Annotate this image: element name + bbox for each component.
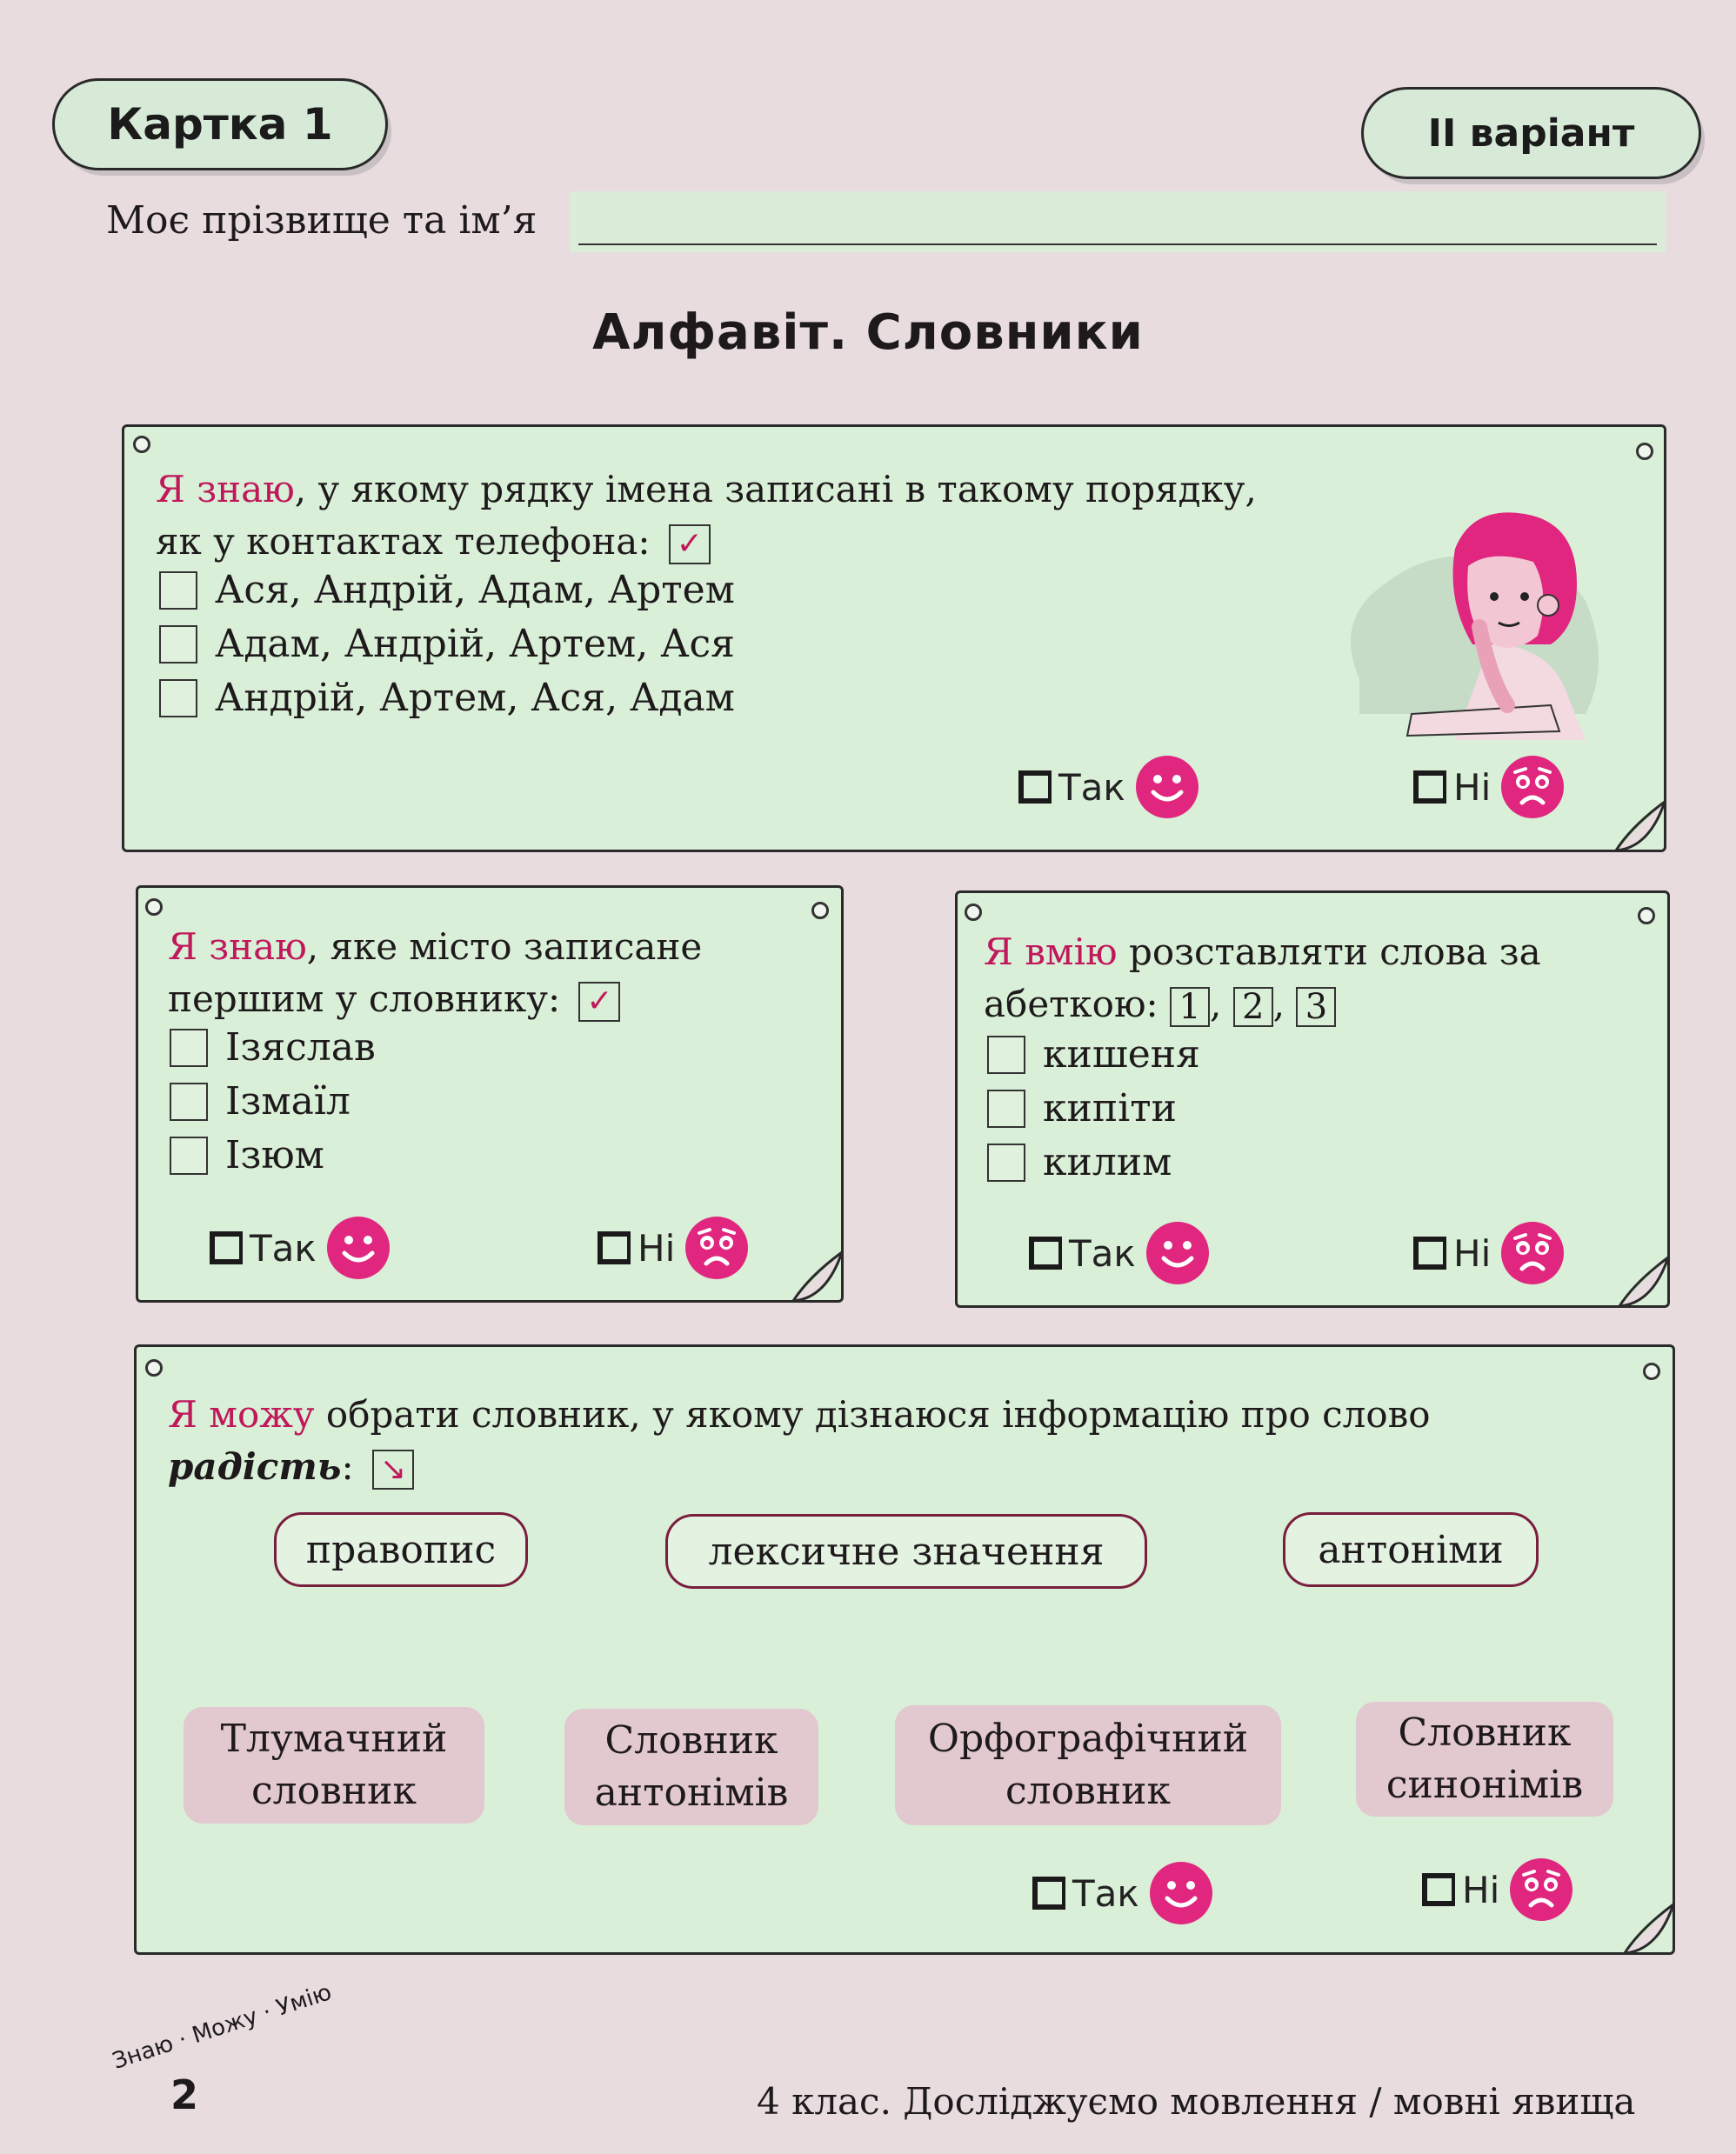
pin-icon (1638, 907, 1655, 924)
card-label (52, 78, 388, 170)
no-checkbox[interactable] (1413, 770, 1446, 804)
task4-question: Я можу обрати словник, у якому дізнаюся інформацію про слово радість: ↘ (168, 1393, 1431, 1488)
rating-no[interactable] (1413, 756, 1564, 818)
dictionary-line1: Орфографічний (927, 1717, 1249, 1761)
yes-checkbox[interactable] (1032, 1877, 1065, 1910)
number-box: 1 (1170, 987, 1210, 1027)
page-curl-icon (791, 1250, 844, 1303)
yes-label: Так (1069, 1231, 1136, 1275)
task2-lead: Я знаю (168, 925, 307, 968)
rating-no[interactable] (1413, 1222, 1564, 1284)
task2-text-line1: , яке місто записане (306, 925, 703, 968)
task4-word: радість (168, 1445, 342, 1488)
yes-label: Так (1058, 765, 1125, 809)
dictionary-line2: словник (250, 1769, 417, 1813)
dictionary-line1: Тлумачний (220, 1717, 448, 1761)
page-number: 2 (170, 2071, 199, 2118)
task4-lead: Я можу (168, 1393, 315, 1436)
pin-icon (1643, 1363, 1660, 1380)
page-curl-icon (1614, 800, 1666, 852)
dictionary-line2: антонімів (594, 1771, 789, 1815)
page-title: Алфавіт. Словники (592, 304, 1144, 361)
pin-icon (811, 902, 829, 919)
no-checkbox[interactable] (598, 1231, 631, 1264)
rating-yes[interactable] (1029, 1222, 1209, 1284)
sad-face-icon (1501, 1222, 1564, 1284)
dictionary-line1: Словник (604, 1718, 778, 1763)
task1-text-line2: як у контактах телефона: (156, 520, 651, 563)
badge-text: Знаю · Можу · Умію (109, 1979, 336, 2075)
page-curl-icon (1623, 1903, 1675, 1955)
checkbox[interactable] (159, 571, 197, 610)
no-checkbox[interactable] (1422, 1873, 1455, 1906)
task2-text-line2: першим у словнику: (168, 977, 561, 1020)
task1-option-label: Адам, Андрій, Артем, Ася (215, 622, 735, 666)
topic-label: лексичне значення (708, 1529, 1105, 1574)
rating-yes[interactable] (1018, 756, 1199, 818)
task-card-alphabet-contacts (122, 424, 1666, 852)
variant-label (1361, 87, 1701, 179)
task1-option[interactable] (159, 568, 735, 612)
task4-text-line1: обрати словник, у якому дізнаюся інформацію про слово (314, 1393, 1431, 1436)
task1-option[interactable] (159, 676, 735, 720)
dictionary-line2: синонімів (1385, 1763, 1584, 1807)
task3-option[interactable] (987, 1086, 1177, 1130)
topic-pill[interactable] (1283, 1512, 1539, 1587)
task2-option[interactable] (170, 1025, 376, 1070)
task3-question: Я вмію розставляти слова за абеткою: 1 , 2 , 3 (984, 930, 1541, 1027)
task1-option-label: Ася, Андрій, Адам, Артем (215, 568, 735, 612)
task1-text-line1: , у якому рядку імена записані в такому порядку, (294, 468, 1257, 510)
number-box: 2 (1233, 987, 1273, 1027)
task3-option-label: килим (1043, 1140, 1172, 1184)
number-box: 3 (1296, 987, 1336, 1027)
dictionary-card[interactable] (1356, 1702, 1613, 1817)
smile-face-icon (327, 1217, 390, 1279)
no-checkbox[interactable] (1413, 1237, 1446, 1270)
no-label: Ні (1453, 1231, 1492, 1275)
task1-option-label: Андрій, Артем, Ася, Адам (215, 676, 735, 720)
task-card-choose-dictionary (134, 1344, 1675, 1955)
page-curl-icon (1618, 1256, 1670, 1308)
checkbox[interactable] (170, 1083, 208, 1121)
pin-icon (145, 898, 163, 916)
card-label-text: Картка 1 (107, 99, 333, 150)
checkmark-box: ✓ (578, 982, 620, 1022)
topic-pill[interactable] (665, 1514, 1147, 1589)
task2-option-label: Ізяслав (225, 1025, 376, 1070)
topic-pill[interactable] (274, 1512, 528, 1587)
task3-lead: Я вмію (984, 930, 1118, 973)
pin-icon (1636, 443, 1653, 460)
name-underline (578, 243, 1657, 245)
rating-no[interactable] (1422, 1858, 1572, 1921)
task2-option-label: Ізмаїл (225, 1079, 351, 1124)
yes-checkbox[interactable] (1029, 1237, 1062, 1270)
pin-icon (133, 436, 150, 453)
task2-question (168, 921, 702, 1025)
topic-label: правопис (305, 1527, 497, 1572)
checkbox[interactable] (987, 1036, 1025, 1074)
sad-face-icon (1510, 1858, 1572, 1921)
task2-option[interactable] (170, 1133, 324, 1177)
rating-yes[interactable] (1032, 1862, 1212, 1924)
task3-option-label: кишеня (1043, 1032, 1200, 1077)
book-title: 4 клас. Досліджуємо мовлення / мовні явища (757, 2080, 1636, 2123)
variant-label-text: ІІ варіант (1427, 110, 1635, 156)
no-label: Ні (638, 1226, 676, 1270)
task2-option[interactable] (170, 1079, 351, 1124)
task3-option[interactable] (987, 1140, 1172, 1184)
smile-face-icon (1150, 1862, 1212, 1924)
arrow-box: ↘ (372, 1450, 414, 1490)
girl-thinking-illustration (1325, 497, 1620, 757)
checkbox[interactable] (170, 1029, 208, 1067)
no-label: Ні (1453, 765, 1492, 809)
yes-checkbox[interactable] (1018, 770, 1052, 804)
checkbox[interactable] (987, 1144, 1025, 1182)
sad-face-icon (685, 1217, 748, 1279)
task3-option-label: кипіти (1043, 1086, 1177, 1130)
pin-icon (145, 1359, 163, 1377)
yes-label: Так (1072, 1871, 1139, 1915)
footer-badge (96, 1979, 336, 2148)
smile-face-icon (1136, 756, 1199, 818)
topic-label: антоніми (1318, 1527, 1504, 1572)
task3-text-line1: розставляти слова за (1117, 930, 1541, 973)
task2-option-label: Ізюм (225, 1133, 324, 1177)
checkbox[interactable] (987, 1090, 1025, 1128)
rating-no[interactable] (598, 1217, 748, 1279)
task3-option[interactable] (987, 1032, 1200, 1077)
sad-face-icon (1501, 756, 1564, 818)
name-prompt: Моє прізвище та ім’я (106, 198, 537, 243)
dictionary-card[interactable] (895, 1705, 1281, 1825)
dictionary-line1: Словник (1398, 1711, 1572, 1755)
checkbox[interactable] (159, 679, 197, 717)
yes-checkbox[interactable] (210, 1231, 243, 1264)
dictionary-card[interactable] (184, 1707, 484, 1824)
rating-yes[interactable] (210, 1217, 390, 1279)
smile-face-icon (1146, 1222, 1209, 1284)
task1-option[interactable] (159, 622, 735, 666)
dictionary-card[interactable] (564, 1709, 818, 1825)
task3-text-line2: абеткою: (984, 983, 1158, 1025)
checkmark-box: ✓ (669, 524, 711, 564)
pin-icon (965, 904, 982, 921)
task-card-city-dictionary (136, 885, 844, 1303)
checkbox[interactable] (170, 1137, 208, 1175)
no-label: Ні (1462, 1868, 1500, 1911)
name-field[interactable] (570, 191, 1666, 252)
yes-label: Так (250, 1226, 317, 1270)
task1-lead: Я знаю (156, 468, 295, 510)
task-card-alphabetical-order (955, 890, 1670, 1308)
checkbox[interactable] (159, 625, 197, 664)
task1-question (156, 463, 1257, 568)
dictionary-line2: словник (1005, 1769, 1171, 1813)
